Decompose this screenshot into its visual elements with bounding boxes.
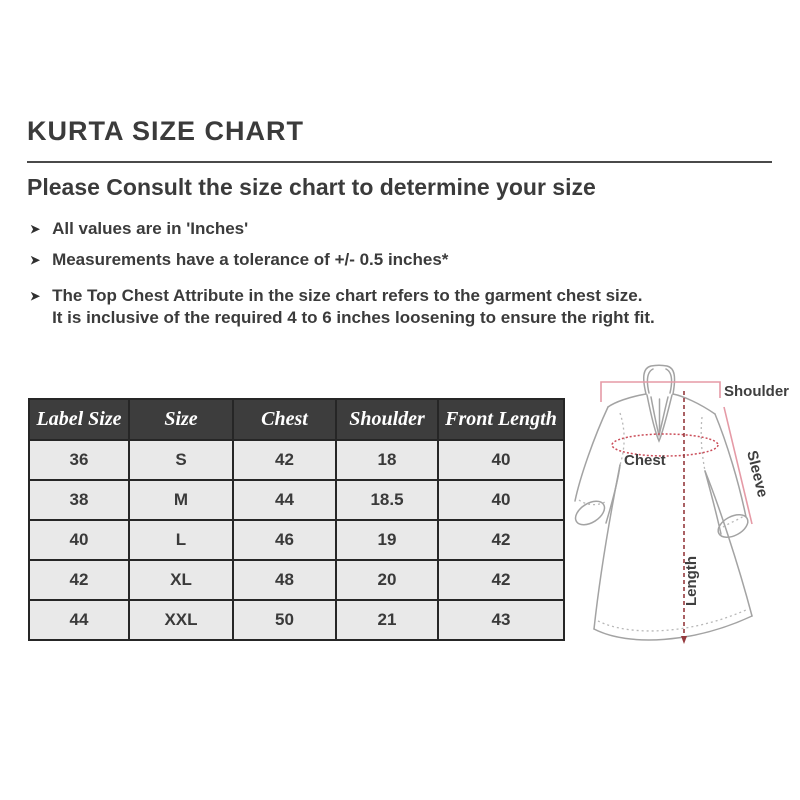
kurta-diagram-svg [563,353,800,660]
table-cell: 44 [233,480,336,520]
note-item [30,285,760,329]
table-body [29,440,564,640]
length-label: Length [683,556,700,606]
arrow-bullet-icon: ➤ [30,289,41,303]
table-cell: 18.5 [336,480,438,520]
note-text-line-2: It is inclusive of the required 4 to 6 inches loosening to ensure the right fit. [52,308,655,327]
sleeve-label: Sleeve [743,448,772,500]
table-row [29,480,564,520]
shoulder-label: Shoulder [724,383,790,400]
note-text-line-1: The Top Chest Attribute in the size chart refers to the garment chest size. [52,286,643,305]
column-header: Shoulder [336,399,438,440]
table-cell: 42 [438,560,564,600]
note-text: All values are in 'Inches' [52,219,249,238]
table-cell: 40 [29,520,129,560]
header-block [27,116,773,201]
size-table-container [28,398,565,641]
table-cell: 48 [233,560,336,600]
column-header: Label Size [29,399,129,440]
title-divider [27,161,772,163]
note-text [52,285,655,329]
kurta-seam-dotted-lines [579,413,746,631]
arrow-bullet-icon: ➤ [30,253,41,267]
table-cell: 40 [438,440,564,480]
table-row [29,440,564,480]
table-cell: L [129,520,233,560]
shoulder-measure-line [601,382,720,402]
note-text: Measurements have a tolerance of +/- 0.5 inches* [52,250,449,269]
table-cell: 44 [29,600,129,640]
note-item [30,249,760,271]
table-cell: M [129,480,233,520]
column-header: Chest [233,399,336,440]
table-cell: 20 [336,560,438,600]
table-cell: 46 [233,520,336,560]
table-header-row [29,399,564,440]
table-cell: XXL [129,600,233,640]
table-cell: 40 [438,480,564,520]
page-subtitle: Please Consult the size chart to determine your size [27,174,596,200]
table-cell: XL [129,560,233,600]
table-row [29,600,564,640]
chest-label: Chest [624,452,666,469]
notes-list [30,218,760,338]
table-cell: 42 [29,560,129,600]
table-cell: 42 [233,440,336,480]
size-table [28,398,565,641]
table-cell: 18 [336,440,438,480]
table-cell: 38 [29,480,129,520]
kurta-outline [571,365,752,640]
table-cell: S [129,440,233,480]
note-item [30,218,760,240]
table-cell: 42 [438,520,564,560]
length-arrow-icon [681,636,687,644]
arrow-bullet-icon: ➤ [30,222,41,236]
page-title: KURTA SIZE CHART [27,116,304,146]
table-cell: 43 [438,600,564,640]
table-row [29,560,564,600]
column-header: Size [129,399,233,440]
column-header: Front Length [438,399,564,440]
table-cell: 19 [336,520,438,560]
kurta-diagram [563,353,800,660]
table-cell: 21 [336,600,438,640]
table-head [29,399,564,440]
table-cell: 36 [29,440,129,480]
table-cell: 50 [233,600,336,640]
table-row [29,520,564,560]
